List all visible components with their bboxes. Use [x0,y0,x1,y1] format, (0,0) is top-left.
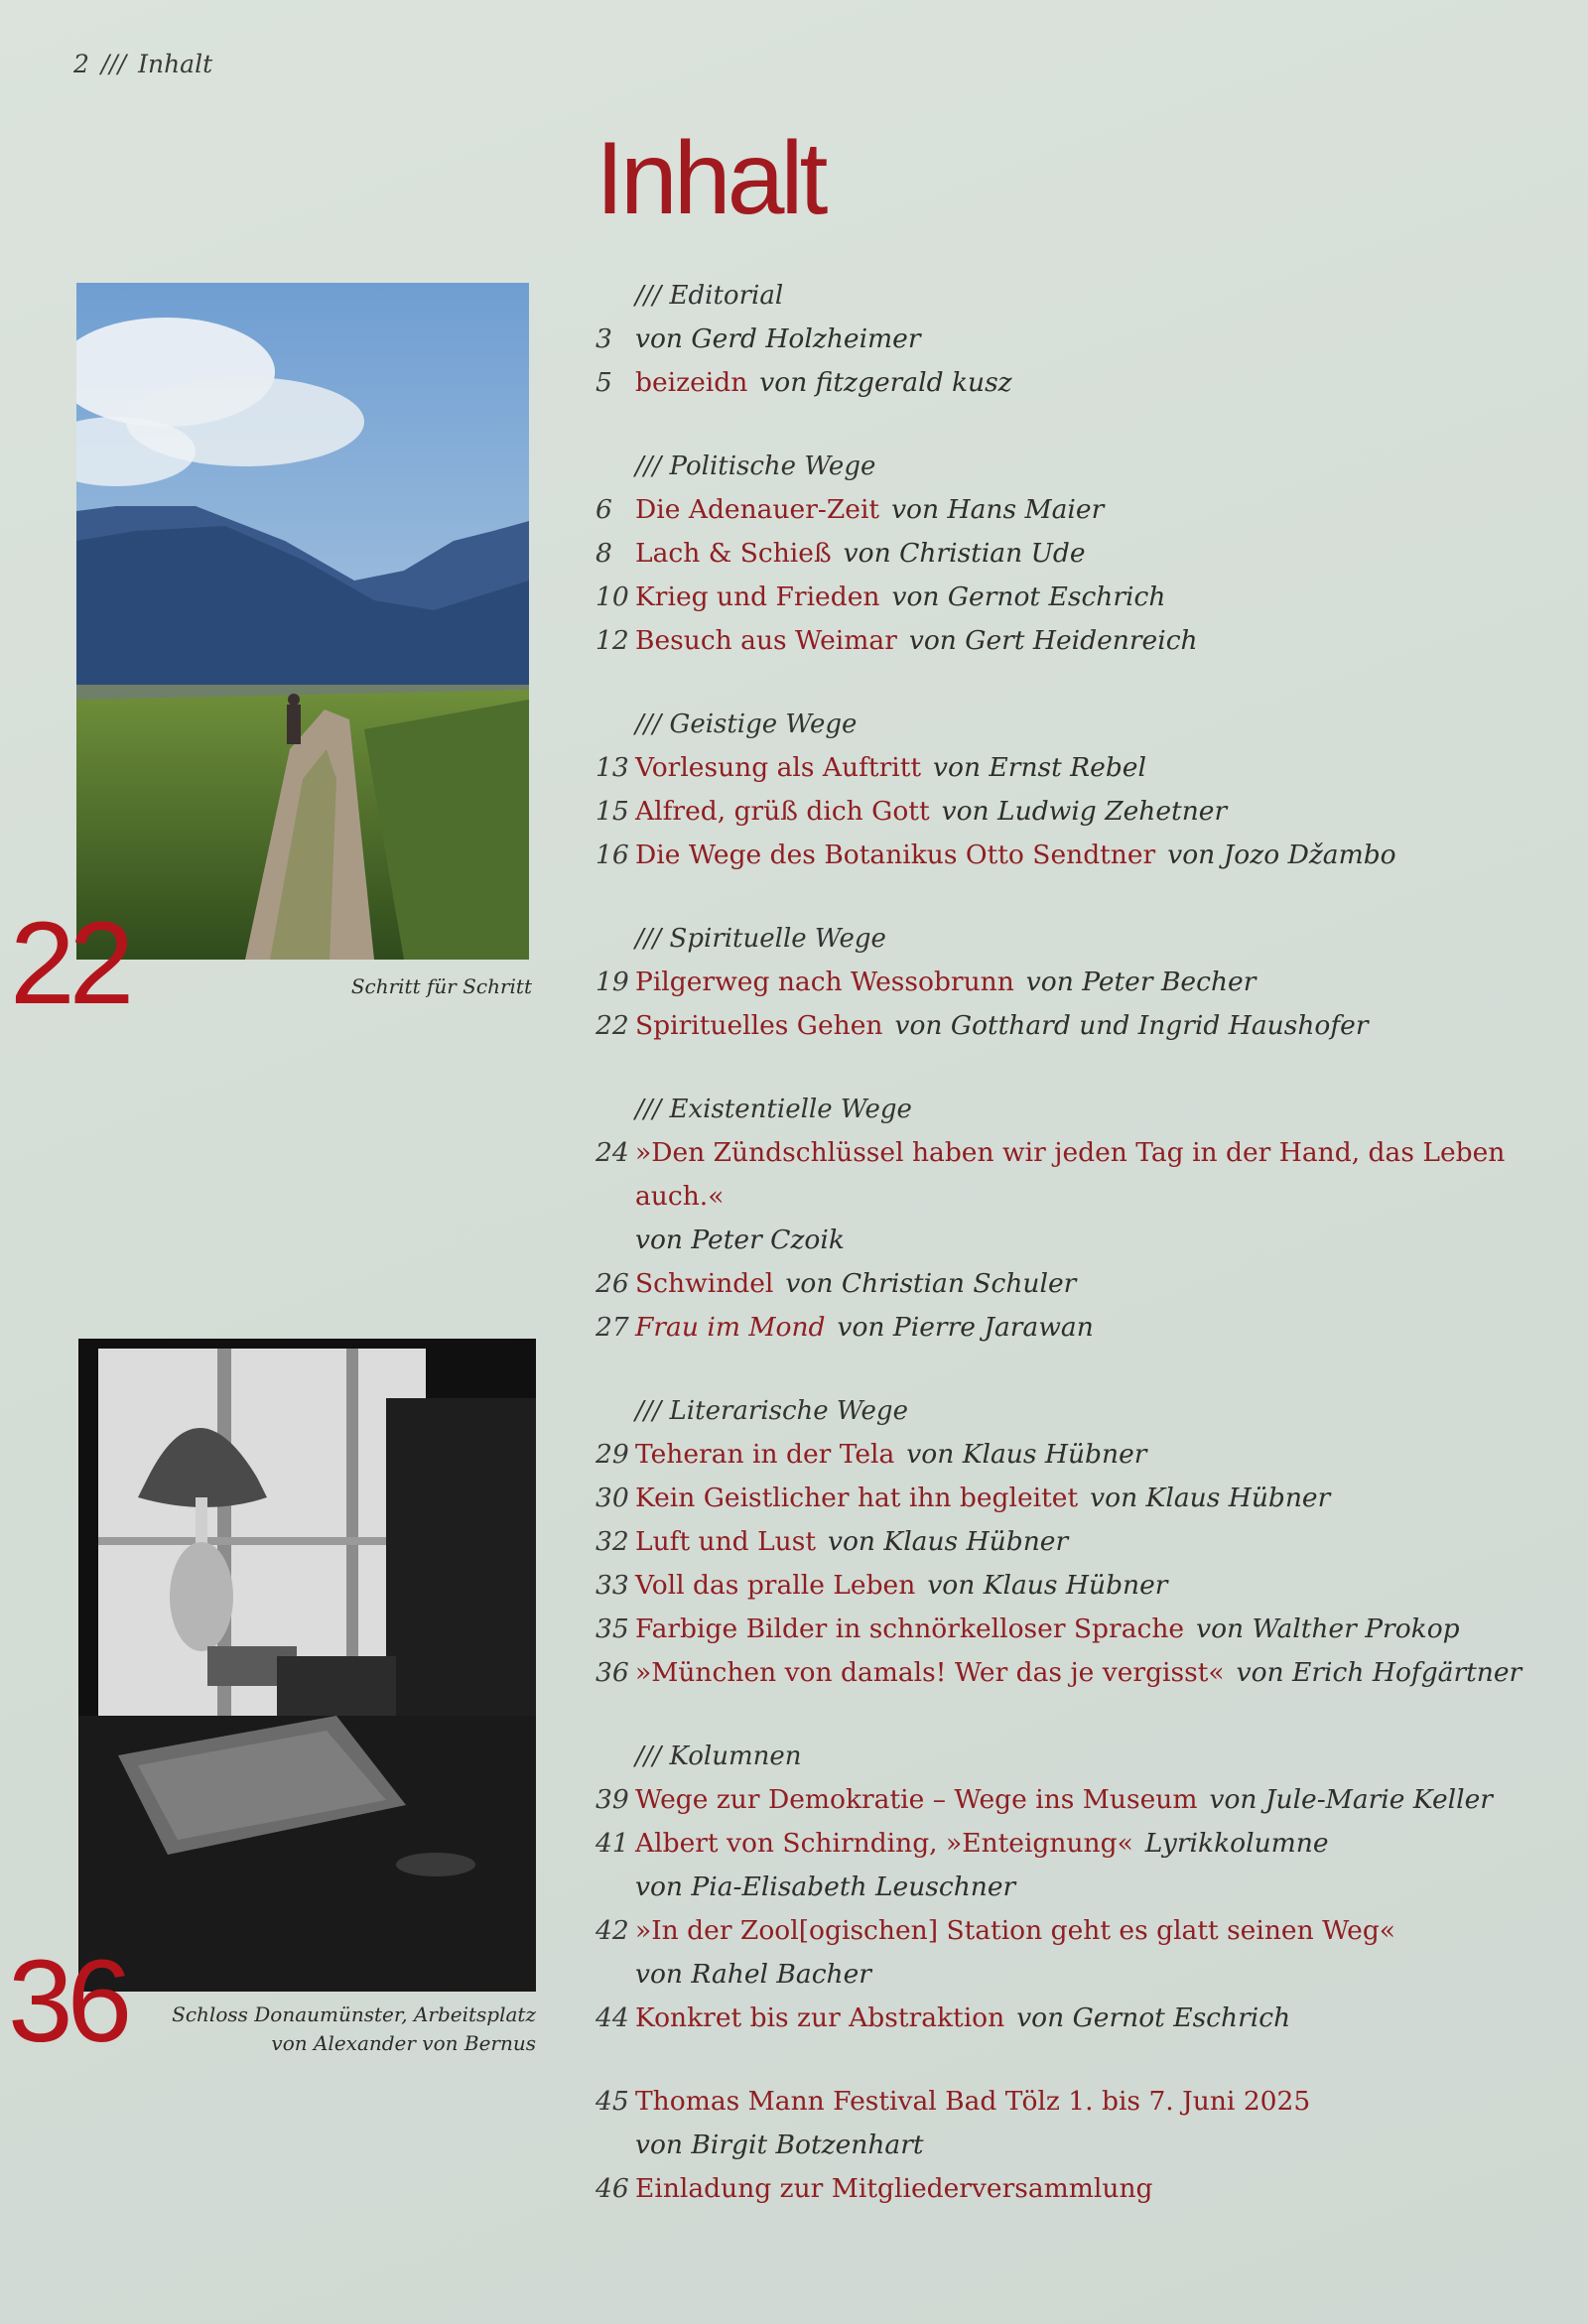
entry-title: Alfred, grüß dich Gott [635,796,930,827]
entry-title: Die Wege des Botanikus Otto Sendtner [635,839,1156,870]
entry-author: von Hans Maier [891,494,1105,525]
entry-author: von Gernot Eschrich [1016,2002,1291,2033]
entry-body [635,1822,1548,1909]
entry-body [635,961,1548,1004]
entry-author: von Klaus Hübner [1090,1483,1331,1513]
entry-title: Farbige Bilder in schnörkelloser Sprache [635,1614,1185,1644]
entry-title: Schwindel [635,1268,774,1299]
entry-page-number: 22 [596,1010,629,1041]
entry-title: »München von damals! Wer das je vergisst« [635,1657,1225,1688]
entry-title: Albert von Schirnding, »Enteignung« [635,1828,1133,1859]
header-separator: /// [100,50,127,78]
toc-entry[interactable] [596,746,1548,790]
entry-author: von Christian Ude [843,538,1086,569]
entry-body [635,1004,1548,1048]
entry-title: Voll das pralle Leben [635,1570,916,1601]
photo-caption-22 [234,972,532,1001]
toc-entry[interactable] [596,790,1548,834]
entry-author: von Christian Schuler [785,1268,1077,1299]
entry-title: Frau im Mond [635,1312,826,1343]
toc-entry[interactable] [596,318,1548,361]
toc-entry[interactable] [596,1564,1548,1608]
entry-title: Luft und Lust [635,1526,816,1557]
toc-section [596,917,1548,1048]
entry-body [635,318,1548,361]
caption-line: von Alexander von Bernus [271,2031,536,2055]
toc-entry[interactable] [596,361,1548,405]
entry-page-number: 3 [596,323,612,354]
toc-entry[interactable] [596,2167,1548,2211]
entry-page-number: 26 [596,1268,629,1299]
running-header [73,50,216,78]
entry-body [635,576,1548,619]
entry-title: Vorlesung als Auftritt [635,752,922,783]
toc-section [596,2080,1548,2211]
caption-line: Schritt für Schritt [350,974,532,998]
entry-author: von Gert Heidenreich [908,625,1198,656]
entry-page-number: 42 [596,1915,629,1946]
toc-entry[interactable] [596,1997,1548,2040]
entry-title: Besuch aus Weimar [635,625,897,656]
entry-title: Lach & Schieß [635,538,832,569]
entry-page-number: 5 [596,367,612,398]
entry-page-number: 27 [596,1312,629,1343]
entry-page-number: 35 [596,1614,629,1644]
entry-body [635,2167,1548,2211]
entry-body [635,1651,1548,1695]
entry-page-number: 39 [596,1784,629,1815]
entry-author: von Ludwig Zehetner [941,796,1228,827]
entry-page-number: 6 [596,494,612,525]
entry-author: von Klaus Hübner [906,1439,1147,1470]
entry-body [635,1262,1548,1306]
entry-title: Wege zur Demokratie – Wege ins Museum [635,1784,1198,1815]
section-heading: /// Existentielle Wege [635,1095,912,1124]
entry-author: von fitzgerald kusz [759,367,1012,398]
interior-lamp-photo [78,1339,536,1992]
entry-body [635,790,1548,834]
entry-title: beizeidn [635,367,748,398]
entry-title: Spirituelles Gehen [635,1010,883,1041]
entry-page-number: 24 [596,1137,629,1168]
entry-author: von Ernst Rebel [933,752,1146,783]
toc-entry[interactable] [596,1608,1548,1651]
entry-body [635,488,1548,532]
entry-page-number: 45 [596,2086,629,2117]
entry-body [635,1306,1548,1350]
entry-body [635,2080,1548,2167]
entry-author: von Klaus Hübner [927,1570,1168,1601]
entry-body [635,619,1548,663]
entry-title: Die Adenauer-Zeit [635,494,880,525]
entry-page-number: 41 [596,1828,629,1859]
entry-title: »In der Zool[ogischen] Station geht es glatt seinen Weg« [635,1915,1396,1946]
toc-entry[interactable] [596,1004,1548,1048]
toc-section [596,703,1548,877]
entry-page-number: 12 [596,625,629,656]
toc-entry[interactable] [596,1306,1548,1350]
toc-entry[interactable] [596,1520,1548,1564]
toc-entry[interactable] [596,488,1548,532]
entry-author: von Klaus Hübner [827,1526,1069,1557]
entry-author: von Jozo Džambo [1167,839,1396,870]
entry-body [635,746,1548,790]
toc-entry[interactable] [596,532,1548,576]
entry-author: von Pierre Jarawan [837,1312,1094,1343]
section-heading: /// Literarische Wege [635,1396,908,1426]
entry-author: von Rahel Bacher [635,1959,871,1990]
entry-body [635,532,1548,576]
entry-author: von Jule-Marie Keller [1209,1784,1493,1815]
photo-caption-36 [119,2001,536,2058]
entry-page-number: 19 [596,967,629,997]
section-heading: /// Spirituelle Wege [635,924,886,954]
entry-page-number: 33 [596,1570,629,1601]
entry-body [635,1477,1548,1520]
entry-page-number: 16 [596,839,629,870]
entry-body [635,834,1548,877]
entry-author: von Pia-Elisabeth Leuschner [635,1872,1016,1902]
entry-author: von Gerd Holzheimer [635,323,921,354]
page-title: Inhalt [596,121,825,236]
entry-body [635,1131,1548,1262]
table-of-contents [596,274,1548,2251]
section-heading: /// Kolumnen [635,1742,802,1771]
entry-body [635,1997,1548,2040]
entry-body [635,1433,1548,1477]
entry-body [635,1520,1548,1564]
toc-entry[interactable] [596,834,1548,877]
entry-page-number: 36 [596,1657,629,1688]
toc-entry[interactable] [596,961,1548,1004]
entry-page-number: 10 [596,581,629,612]
section-heading: /// Editorial [635,281,784,311]
toc-entry[interactable] [596,2080,1548,2167]
toc-section [596,274,1548,405]
header-page-number: 2 [73,50,89,78]
toc-section [596,1389,1548,1695]
header-section: Inhalt [138,50,213,78]
toc-entry[interactable] [596,1822,1548,1909]
entry-title: Teheran in der Tela [635,1439,895,1470]
section-heading: /// Geistige Wege [635,710,858,739]
entry-page-number: 8 [596,538,612,569]
caption-line: Schloss Donaumünster, Arbeitsplatz [172,2002,536,2026]
toc-entry[interactable] [596,1778,1548,1822]
toc-entry[interactable] [596,1433,1548,1477]
toc-entry[interactable] [596,576,1548,619]
entry-title: »Den Zündschlüssel haben wir jeden Tag in der Hand, das Leben auch.« [635,1137,1506,1212]
entry-author: von Gernot Eschrich [891,581,1166,612]
entry-body [635,361,1548,405]
entry-author: von Birgit Botzenhart [635,2130,924,2160]
entry-page-number: 32 [596,1526,629,1557]
entry-page-number: 30 [596,1483,629,1513]
entry-author: von Walther Prokop [1196,1614,1460,1644]
entry-title: Kein Geistlicher hat ihn begleitet [635,1483,1079,1513]
entry-page-number: 44 [596,2002,629,2033]
entry-body [635,1608,1548,1651]
entry-title: Krieg und Frieden [635,581,880,612]
toc-section [596,445,1548,663]
entry-title: Pilgerweg nach Wessobrunn [635,967,1014,997]
entry-title: Thomas Mann Festival Bad Tölz 1. bis 7. Juni 2025 [635,2086,1311,2117]
mountain-path-photo [76,283,529,960]
toc-entry[interactable] [596,1262,1548,1306]
feature-number-36: 36 [8,1936,127,2067]
toc-entry[interactable] [596,1131,1548,1262]
entry-body [635,1564,1548,1608]
entry-body [635,1909,1548,1997]
entry-author: von Peter Czoik [635,1225,845,1255]
entry-extra: Lyrikkolumne [1144,1828,1329,1859]
toc-entry[interactable] [596,1651,1548,1695]
entry-page-number: 13 [596,752,629,783]
toc-section [596,1088,1548,1350]
entry-title: Einladung zur Mitgliederversammlung [635,2173,1153,2204]
entry-title: Konkret bis zur Abstraktion [635,2002,1005,2033]
toc-entry[interactable] [596,1909,1548,1997]
entry-author: von Gotthard und Ingrid Haushofer [894,1010,1369,1041]
section-heading: /// Politische Wege [635,452,876,481]
entry-page-number: 29 [596,1439,629,1470]
entry-page-number: 46 [596,2173,629,2204]
toc-entry[interactable] [596,619,1548,663]
entry-author: von Peter Becher [1025,967,1257,997]
entry-author: von Erich Hofgärtner [1236,1657,1522,1688]
entry-page-number: 15 [596,796,629,827]
feature-number-22: 22 [10,898,129,1029]
toc-entry[interactable] [596,1477,1548,1520]
entry-body [635,1778,1548,1822]
toc-section [596,1735,1548,2040]
